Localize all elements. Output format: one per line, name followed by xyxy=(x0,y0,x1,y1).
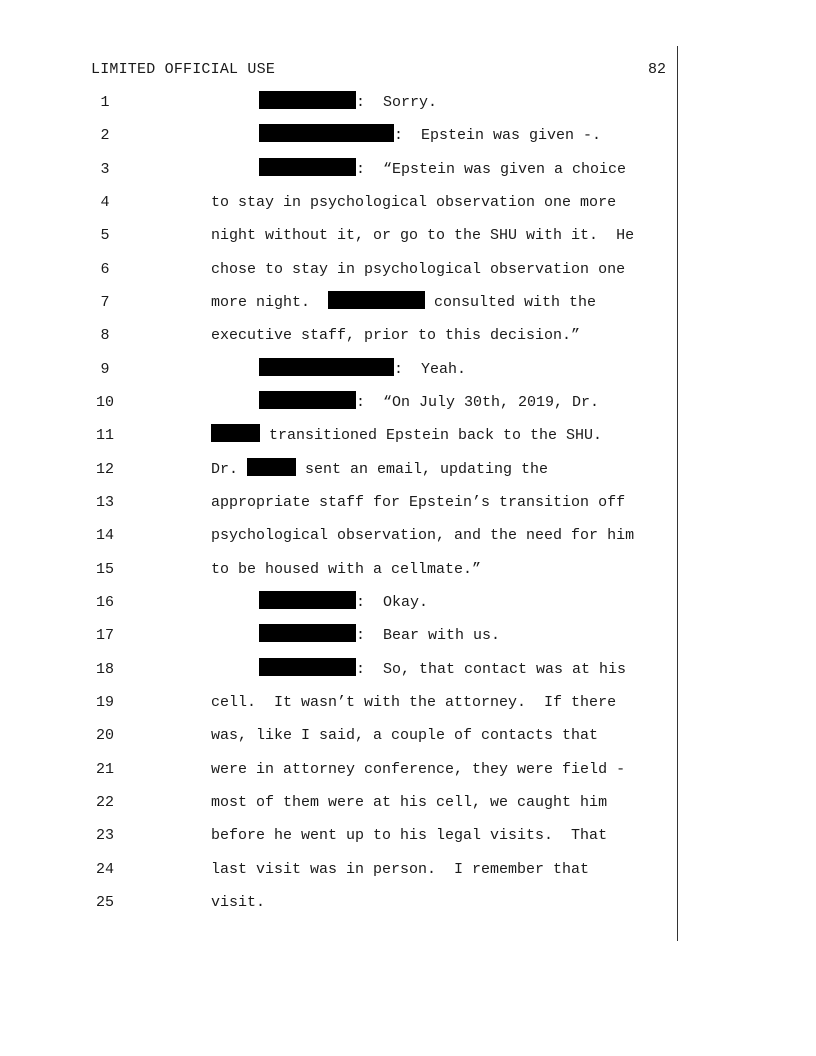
transcript-line xyxy=(0,158,816,182)
transcript-line xyxy=(0,191,816,215)
line-number: 4 xyxy=(100,194,110,211)
line-number: 20 xyxy=(95,727,114,744)
line-number: 8 xyxy=(100,327,110,344)
transcript-line xyxy=(0,591,816,615)
line-text-after: : Yeah. xyxy=(394,361,467,378)
transcript-line xyxy=(0,258,816,282)
line-number: 13 xyxy=(95,494,114,511)
line-text-before: Dr. xyxy=(211,461,248,478)
line-text-before: executive staff, prior to this decision.” xyxy=(211,327,581,344)
line-text xyxy=(211,691,616,715)
transcript-line xyxy=(0,558,816,582)
transcript-line xyxy=(0,824,816,848)
transcript-line xyxy=(0,724,816,748)
line-text xyxy=(259,391,599,415)
redaction-block xyxy=(247,458,296,476)
line-text xyxy=(211,324,580,348)
line-number: 12 xyxy=(95,461,114,478)
line-text xyxy=(259,624,500,648)
line-text-after: transitioned Epstein back to the SHU. xyxy=(260,427,603,444)
line-number: 1 xyxy=(100,94,110,111)
line-text xyxy=(259,91,437,115)
transcript-line xyxy=(0,324,816,348)
transcript-line xyxy=(0,124,816,148)
line-text-before: more night. xyxy=(211,294,329,311)
line-text-before: cell. It wasn’t with the attorney. If there xyxy=(211,694,617,711)
transcript-line xyxy=(0,224,816,248)
line-text-before: visit. xyxy=(211,894,266,911)
line-number: 15 xyxy=(95,561,114,578)
transcript-line xyxy=(0,658,816,682)
line-text-before: psychological observation, and the need for him xyxy=(211,527,635,544)
transcript-line xyxy=(0,358,816,382)
line-text xyxy=(211,491,625,515)
line-text-before: before he went up to his legal visits. That xyxy=(211,827,608,844)
line-number: 7 xyxy=(100,294,110,311)
line-text-before: chose to stay in psychological observation one xyxy=(211,261,626,278)
redaction-block xyxy=(259,358,394,376)
line-number: 10 xyxy=(95,394,114,411)
line-number: 23 xyxy=(95,827,114,844)
line-text xyxy=(259,158,626,182)
line-text xyxy=(211,524,634,548)
redaction-block xyxy=(259,658,356,676)
line-number: 24 xyxy=(95,861,114,878)
line-number: 25 xyxy=(95,894,114,911)
transcript-line xyxy=(0,458,816,482)
line-text xyxy=(211,558,481,582)
transcript-line xyxy=(0,291,816,315)
redaction-block xyxy=(259,158,356,176)
line-text xyxy=(259,591,428,615)
line-text-after: consulted with the xyxy=(425,294,597,311)
transcript-line xyxy=(0,91,816,115)
line-text xyxy=(211,291,596,315)
line-number: 14 xyxy=(95,527,114,544)
transcript-line xyxy=(0,858,816,882)
line-text-before: to be housed with a cellmate.” xyxy=(211,561,482,578)
redaction-block xyxy=(211,424,260,442)
line-text-after: : Sorry. xyxy=(356,94,438,111)
transcript-line xyxy=(0,624,816,648)
line-text-after: : “Epstein was given a choice xyxy=(356,161,627,178)
line-number: 18 xyxy=(95,661,114,678)
line-text xyxy=(211,758,625,782)
line-number: 16 xyxy=(95,594,114,611)
line-number: 17 xyxy=(95,627,114,644)
line-text xyxy=(211,424,602,448)
line-text xyxy=(211,724,598,748)
redaction-block xyxy=(328,291,425,309)
redaction-block xyxy=(259,91,356,109)
line-number: 5 xyxy=(100,227,110,244)
line-text-before: to stay in psychological observation one more xyxy=(211,194,617,211)
line-text-before: were in attorney conference, they were field - xyxy=(211,761,626,778)
line-text-before: was, like I said, a couple of contacts that xyxy=(211,727,599,744)
redaction-block xyxy=(259,124,394,142)
line-text xyxy=(259,358,466,382)
line-text-after: : Bear with us. xyxy=(356,627,501,644)
line-number: 21 xyxy=(95,761,114,778)
line-text-after: : Epstein was given -. xyxy=(394,127,602,144)
redaction-block xyxy=(259,624,356,642)
line-number: 3 xyxy=(100,161,110,178)
line-text-after: : So, that contact was at his xyxy=(356,661,627,678)
line-number: 9 xyxy=(100,361,110,378)
line-text-after: : Okay. xyxy=(356,594,429,611)
transcript-line xyxy=(0,391,816,415)
line-text-before: last visit was in person. I remember that xyxy=(211,861,590,878)
transcript-line xyxy=(0,758,816,782)
line-text xyxy=(211,824,607,848)
line-text-before: night without it, or go to the SHU with it. He xyxy=(211,227,635,244)
line-text xyxy=(259,124,601,148)
transcript-line xyxy=(0,691,816,715)
line-text-after: sent an email, updating the xyxy=(296,461,549,478)
line-text xyxy=(211,191,616,215)
redaction-block xyxy=(259,591,356,609)
transcript-line xyxy=(0,891,816,915)
line-number: 2 xyxy=(100,127,110,144)
line-text-after: : “On July 30th, 2019, Dr. xyxy=(356,394,600,411)
transcript-line xyxy=(0,491,816,515)
line-text xyxy=(211,458,548,482)
transcript-line xyxy=(0,791,816,815)
line-number: 19 xyxy=(95,694,114,711)
line-number: 6 xyxy=(100,261,110,278)
line-text xyxy=(211,791,607,815)
line-text xyxy=(211,224,634,248)
transcript-line xyxy=(0,524,816,548)
page-header-classification: LIMITED OFFICIAL USE xyxy=(91,61,276,78)
transcript-line xyxy=(0,424,816,448)
line-text xyxy=(211,258,625,282)
line-text xyxy=(211,891,265,915)
page-number: 82 xyxy=(648,61,667,78)
line-text-before: appropriate staff for Epstein’s transition off xyxy=(211,494,626,511)
redaction-block xyxy=(259,391,356,409)
line-number: 22 xyxy=(95,794,114,811)
line-number: 11 xyxy=(95,427,114,444)
line-text xyxy=(259,658,626,682)
line-text xyxy=(211,858,589,882)
line-text-before: most of them were at his cell, we caught him xyxy=(211,794,608,811)
